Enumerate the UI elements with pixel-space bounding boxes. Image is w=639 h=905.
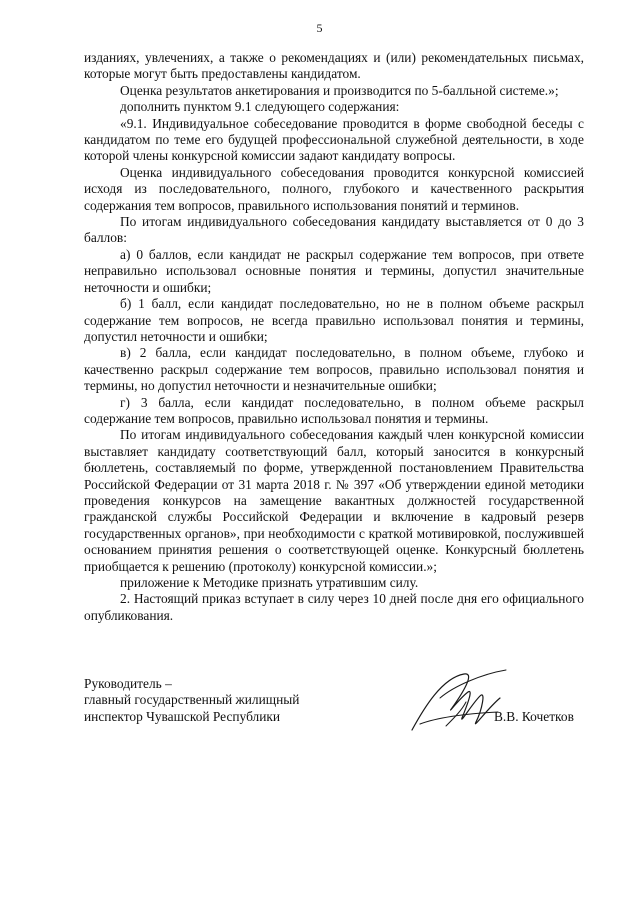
signature-block	[84, 676, 584, 756]
paragraph: приложение к Методике признать утратившим силу.	[120, 575, 419, 590]
paragraph: 2. Настоящий приказ вступает в силу через 10 дней после дня его официального опубликования.	[84, 591, 584, 623]
signer-title-line: инспектор Чувашской Республики	[84, 708, 281, 724]
paragraph: Оценка индивидуального собеседования проводится конкурсной комиссией исходя из последовательного, полного, глубокого и качественного раскрытия содержания тем вопросов, правильного использования понятий и терминов.	[84, 164, 584, 213]
paragraph: По итогам индивидуального собеседования кандидату выставляется от 0 до 3 баллов:	[84, 214, 584, 246]
paragraph: дополнить пунктом 9.1 следующего содержания:	[120, 99, 400, 115]
paragraph: а) 0 баллов, если кандидат не раскрыл содержание тем вопросов, при ответе неправильно использовал основные понятия и термины, допустил значительные неточности и ошибки;	[84, 246, 584, 295]
paragraph: «9.1. Индивидуальное собеседование проводится в форме свободной беседы с кандидатом по теме его будущей профессиональной служебной деятельности, в ходе которой члены конкурсной комиссии задают кандидату вопросы.	[84, 115, 584, 164]
signer-name: В.В. Кочетков	[494, 709, 574, 724]
paragraph: б) 1 балл, если кандидат последовательно, но не в полном объеме раскрыл содержание тем вопросов, не всегда правильно использовал понятия и термины, допустил неточности и ошибки;	[84, 296, 584, 344]
paragraph: изданиях, увлечениях, а также о рекомендациях и (или) рекомендательных письмах, которые могут быть предоставлены кандидатом.	[84, 50, 584, 82]
paragraph: По итогам индивидуального собеседования каждый член конкурсной комиссии выставляет кандидату соответствующий балл, который заносится в конкурсный бюллетень, составляемый по форме, утвержденной постановлением Правительства Российской Федерации от 31 марта 2018 г. № 397 «Об утверждении единой методики проведения конкурсов на замещение вакантных должностей государственной гражданской службы Российской Федерации и включение в кадровый резерв государственных органов», при необходимости с краткой мотивировкой, послужившей основанием принятия решения о соответствующей оценке. Конкурсный бюллетень приобщается к решению (протоколу) конкурсной комиссии.»;	[84, 427, 584, 574]
paragraph: в) 2 балла, если кандидат последовательно, в полном объеме, глубоко и качественно раскрыл содержание тем вопросов, правильно использовал понятия и термины, но допустил неточности и незначительные ошибки;	[84, 345, 584, 394]
document-body	[84, 50, 584, 624]
signer-title-line: Руководитель –	[84, 676, 172, 691]
paragraph: Оценка результатов анкетирования и производится по 5-балльной системе.»;	[120, 82, 559, 98]
handwritten-signature	[402, 668, 512, 738]
paragraph: г) 3 балла, если кандидат последовательно, в полном объеме раскрыл содержание тем вопросов, правильно использовал понятия и термины.	[84, 394, 584, 426]
page-number: 5	[316, 21, 323, 35]
signer-title-line: главный государственный жилищный	[84, 692, 300, 708]
